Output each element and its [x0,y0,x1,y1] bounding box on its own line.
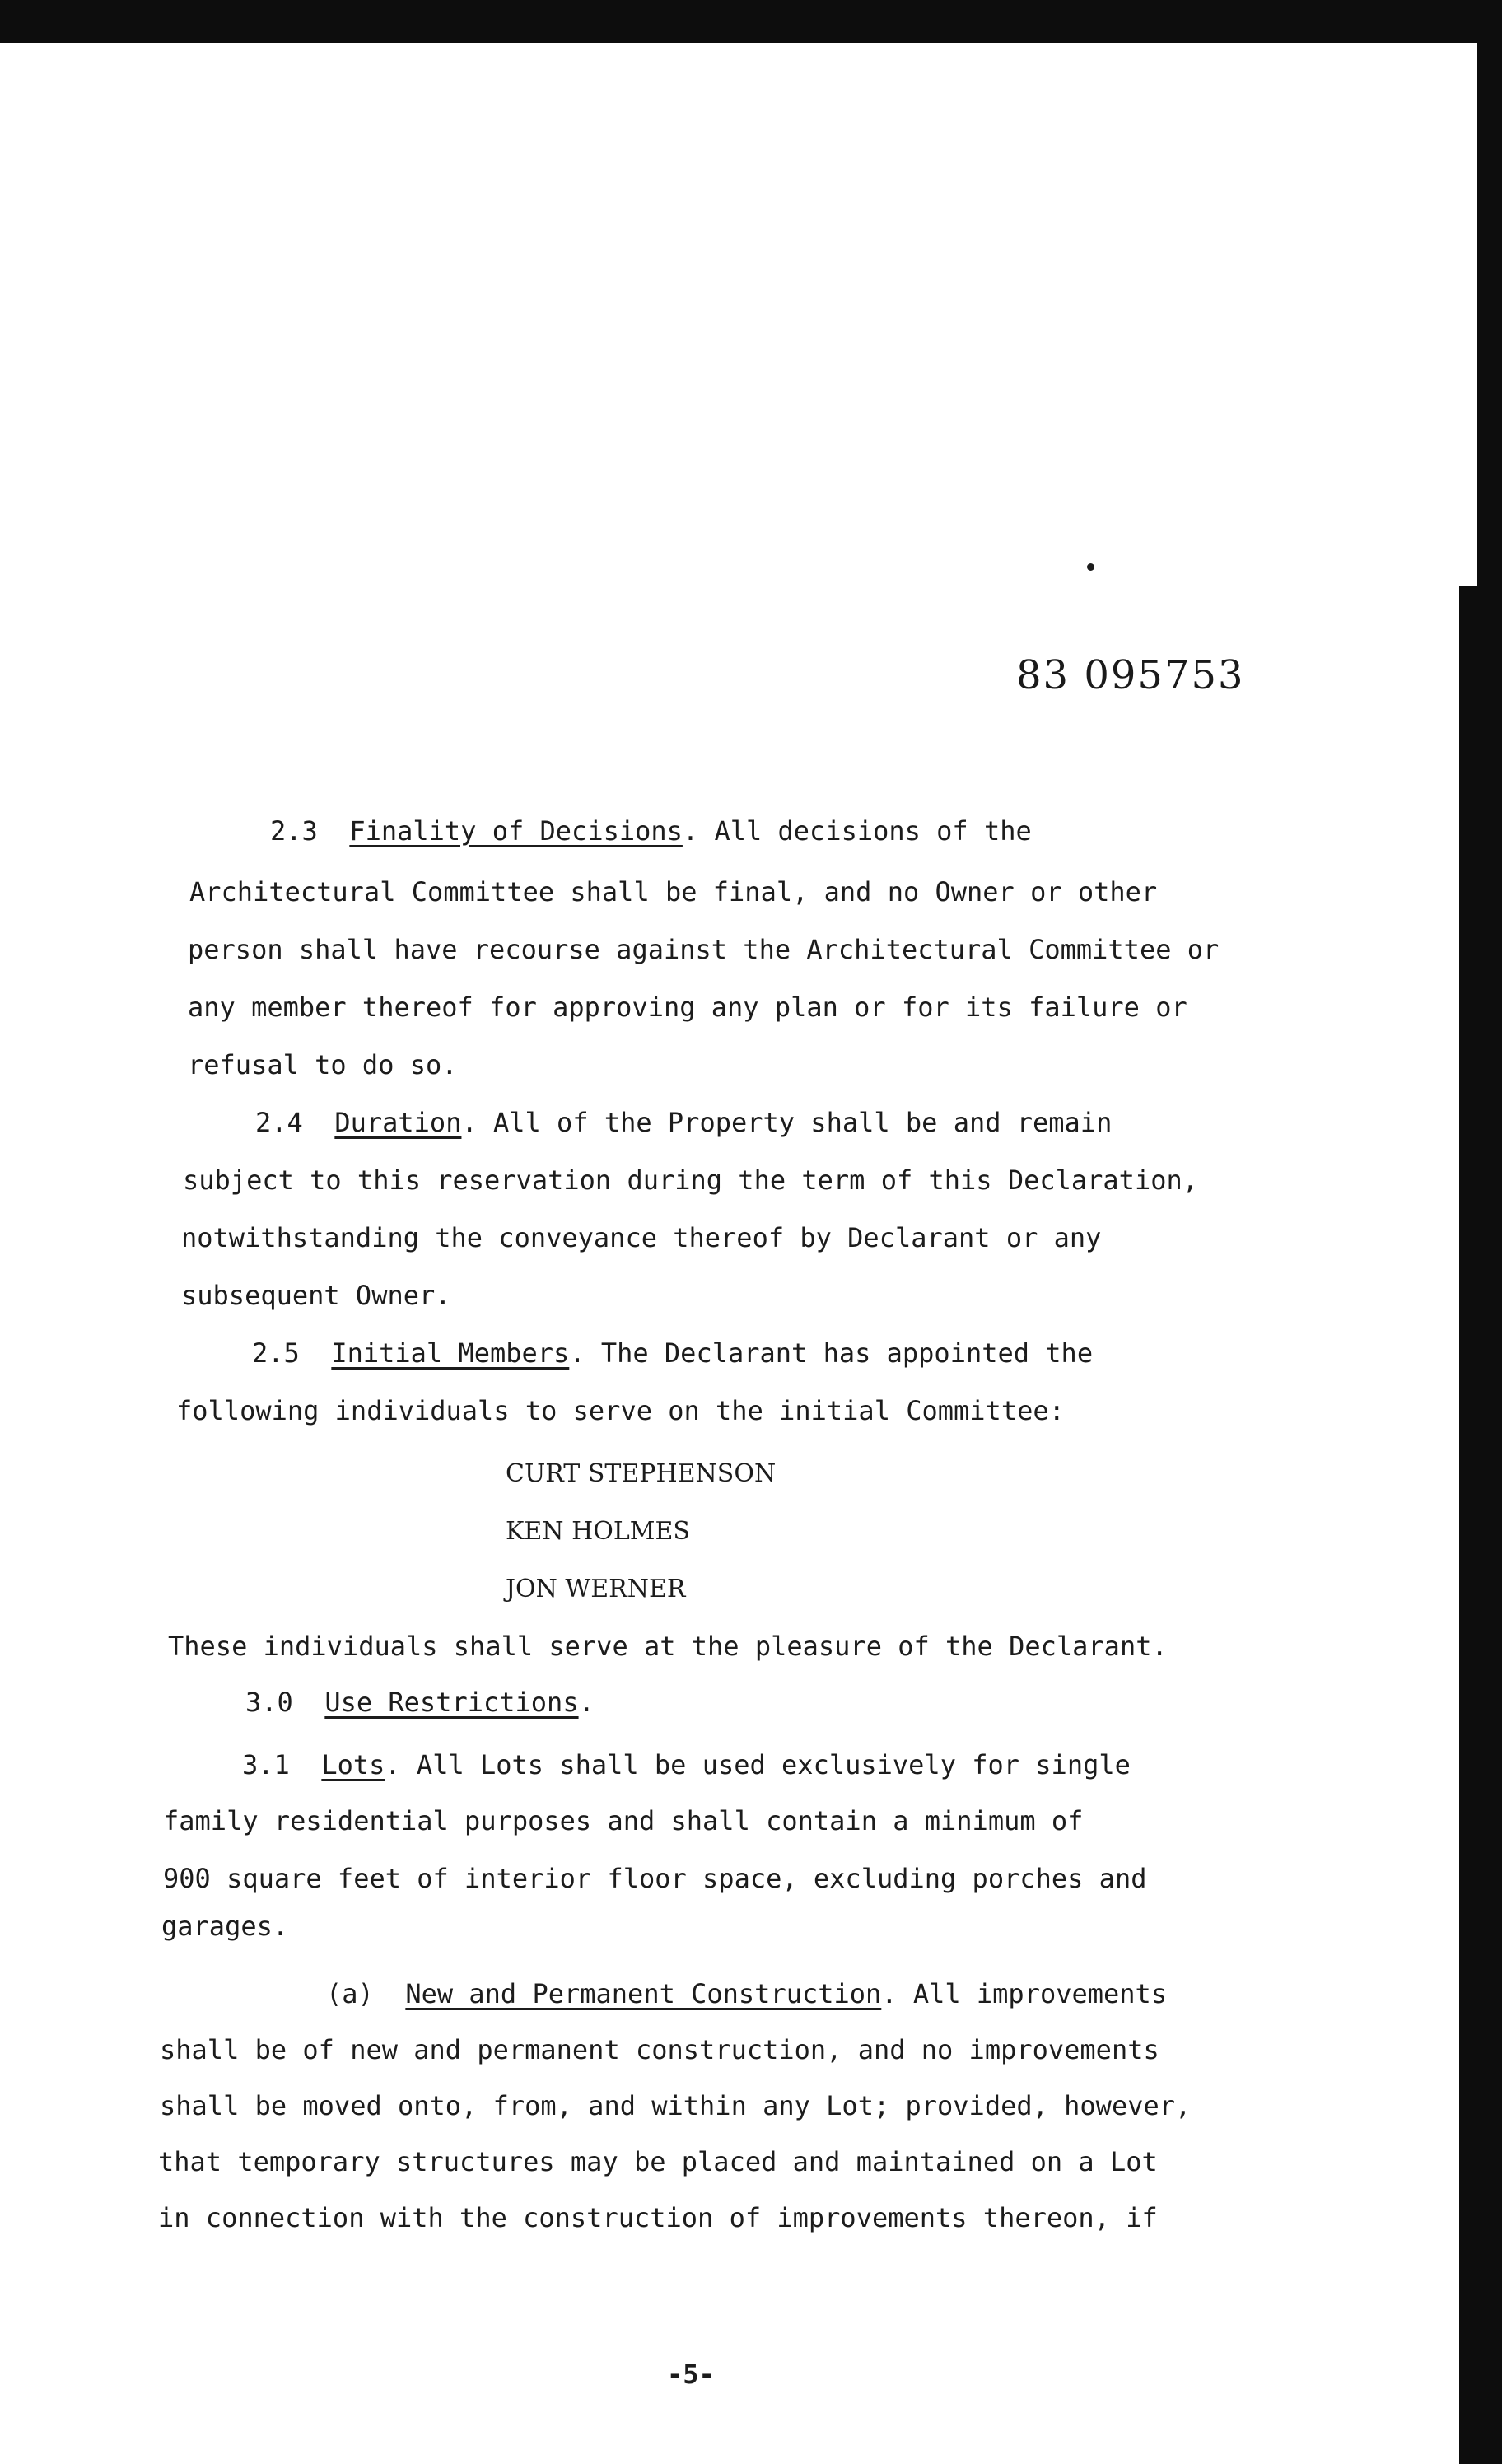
section-number: 2.5 [252,1337,300,1369]
section-heading: Use Restrictions [324,1687,579,1718]
section-3-1-line: 900 square feet of interior floor space, excluding porches and [163,1863,1147,1894]
section-2-5-first-line [252,1337,1093,1369]
section-2-5-line: following individuals to serve on the initial Committee: [176,1395,1065,1426]
section-2-3-line: Architectural Committee shall be final, and no Owner or other [189,876,1158,908]
section-text: . All Lots shall be used exclusively for single [385,1749,1131,1780]
section-2-3-line: person shall have recourse against the Architectural Committee or [188,934,1220,965]
section-text: . All of the Property shall be and remain [461,1107,1113,1138]
section-3-0-line [245,1687,595,1718]
section-3-1-line: family residential purposes and shall contain a minimum of [163,1805,1084,1836]
section-number: 2.3 [270,815,318,847]
section-2-4-line: notwithstanding the conveyance thereof by Declarant or any [181,1222,1102,1253]
committee-member: CURT STEPHENSON [506,1459,777,1488]
section-2-3-line: refusal to do so. [188,1049,458,1080]
scan-speck [1087,563,1094,571]
section-number: 3.0 [245,1687,293,1718]
section-3-1a-line: in connection with the construction of improvements thereon, if [158,2202,1158,2233]
document-number: 83 095753 [1016,652,1245,698]
section-heading: New and Permanent Construction [405,1978,882,2009]
section-number: (a) [326,1978,374,2009]
scan-right-edge-margin [1459,43,1477,586]
section-3-1a-line: that temporary structures may be placed and maintained on a Lot [158,2146,1158,2177]
section-3-1-first-line [242,1749,1131,1780]
section-3-1a-first-line [326,1978,1167,2009]
section-text: . [578,1687,595,1718]
scan-top-edge [0,0,1502,43]
section-number: 2.4 [255,1107,303,1138]
section-2-4-line: subject to this reservation during the term of this Declaration, [183,1164,1198,1196]
section-2-4-line: subsequent Owner. [181,1280,451,1311]
section-text: . The Declarant has appointed the [569,1337,1094,1369]
section-3-1a-line: shall be moved onto, from, and within any Lot; provided, however, [160,2090,1192,2121]
section-3-1-line: garages. [161,1911,289,1942]
section-2-3-line: any member thereof for approving any plan or for its failure or [188,992,1187,1023]
section-3-1a-line: shall be of new and permanent construction, and no improvements [160,2034,1159,2065]
section-heading: Duration [334,1107,462,1138]
section-2-3-first-line [270,815,1032,847]
section-number: 3.1 [242,1749,290,1780]
section-2-4-first-line [255,1107,1112,1138]
section-heading: Lots [321,1749,385,1780]
section-heading: Initial Members [331,1337,570,1369]
committee-member: JON WERNER [506,1575,686,1603]
committee-member: KEN HOLMES [506,1517,690,1546]
section-text: . All decisions of the [682,815,1032,847]
page-number: -5- [667,2359,715,2390]
section-text: . All improvements [881,1978,1168,2009]
section-2-5-closing: These individuals shall serve at the pleasure of the Declarant. [168,1631,1168,1662]
section-heading: Finality of Decisions [349,815,683,847]
